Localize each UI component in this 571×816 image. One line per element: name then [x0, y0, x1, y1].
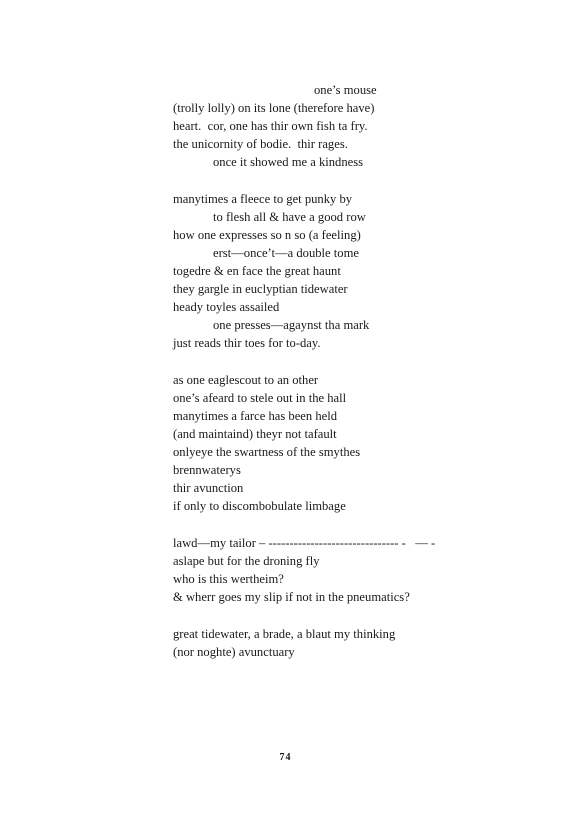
poem-line: onlyeye the swartness of the smythes — [173, 445, 361, 459]
poem-line: how one expresses so n so (a feeling) — [173, 228, 361, 242]
poem-line: to flesh all & have a good row — [213, 210, 366, 224]
poem-line: brennwaterys — [173, 463, 241, 477]
poem-line: (trolly lolly) on its lone (therefore have) — [173, 101, 375, 115]
poem-line: thir avunction — [173, 481, 244, 495]
poem-line: & wherr goes my slip if not in the pneumatics? — [173, 590, 410, 604]
poem-line: once it showed me a kindness — [213, 155, 364, 169]
poem-line: just reads thir toes for to-day. — [173, 336, 321, 350]
poem-line: great tidewater, a brade, a blaut my thinking — [173, 627, 396, 641]
poem-line: (and maintaind) theyr not tafault — [173, 427, 337, 441]
poem-line: manytimes a fleece to get punky by — [173, 192, 353, 206]
poem-line: lawd—my tailor – ------------------------------- - — - — [173, 536, 436, 550]
poem-line: the unicornity of bodie. thir rages. — [173, 137, 348, 151]
poem-line: as one eaglescout to an other — [173, 373, 319, 387]
poem-line: manytimes a farce has been held — [173, 409, 337, 423]
poem-line: (nor noghte) avunctuary — [173, 645, 295, 659]
poem-line: erst—once’t—a double tome — [213, 246, 359, 260]
poem-line: heady toyles assailed — [173, 300, 280, 314]
poem-line: aslape but for the droning fly — [173, 554, 320, 568]
poem-line: togedre & en face the great haunt — [173, 264, 341, 278]
poem-line: heart. cor, one has thir own fish ta fry. — [173, 119, 368, 133]
page-number: 74 — [279, 752, 292, 763]
poem-line: one’s mouse — [314, 83, 377, 97]
poem-line: they gargle in euclyptian tidewater — [173, 282, 348, 296]
poem-line: if only to discombobulate limbage — [173, 499, 346, 513]
poem-line: one’s afeard to stele out in the hall — [173, 391, 347, 405]
poem-line: one presses—agaynst tha mark — [213, 318, 370, 332]
poem-line: who is this wertheim? — [173, 572, 284, 586]
